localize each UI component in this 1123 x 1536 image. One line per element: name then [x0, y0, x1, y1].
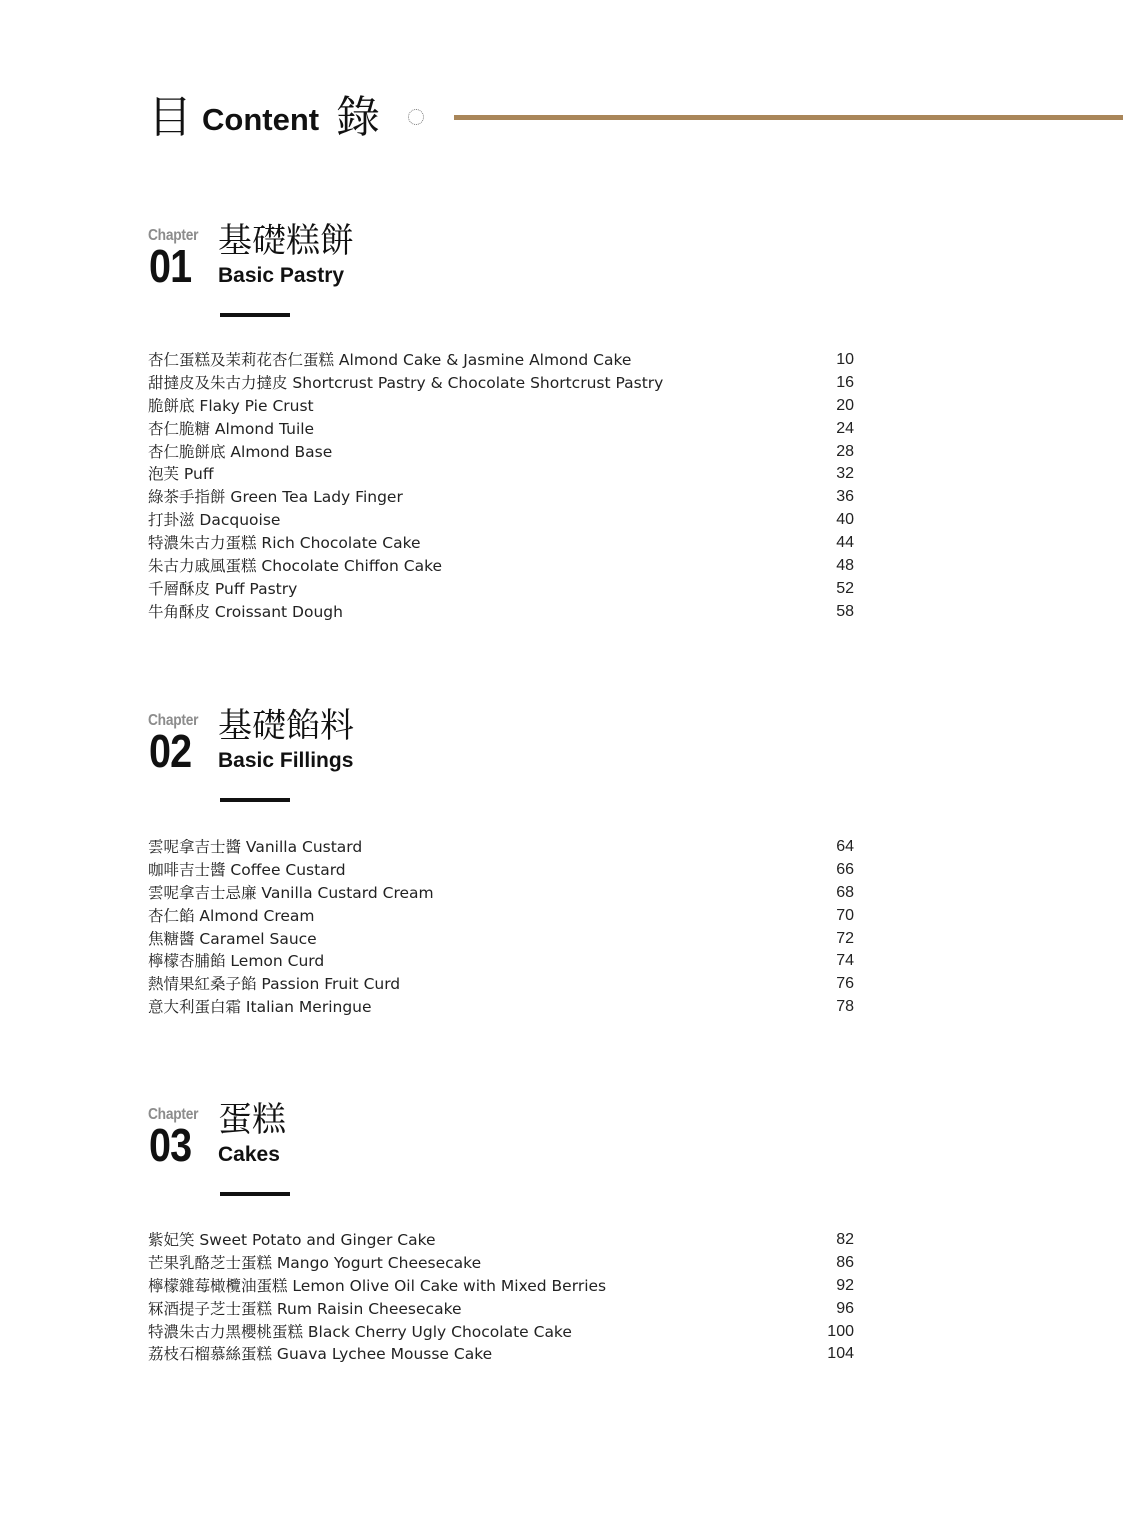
chapter-03-entries: [148, 1229, 854, 1366]
entry-title: 冧酒提子芝士蛋糕 Rum Raisin Cheesecake: [148, 1299, 462, 1318]
entry-page: 40: [836, 511, 854, 529]
entry-page: 96: [836, 1299, 854, 1317]
entry-page: 74: [836, 952, 854, 970]
entry-page: 66: [836, 860, 854, 878]
header-cjk-right: 錄: [336, 92, 380, 143]
entry-title: 千層酥皮 Puff Pastry: [148, 579, 298, 598]
chapter-02-entries: [148, 836, 854, 1019]
chapter-underline: [220, 313, 290, 317]
toc-entry[interactable]: [148, 882, 854, 905]
entry-page: 68: [836, 883, 854, 901]
toc-entry[interactable]: [148, 1343, 854, 1366]
toc-entry[interactable]: [148, 1275, 854, 1298]
toc-entry[interactable]: [148, 1252, 854, 1275]
entry-title: 荔枝石榴慕絲蛋糕 Guava Lychee Mousse Cake: [148, 1345, 493, 1364]
entry-page: 48: [836, 557, 854, 575]
entry-title: 杏仁蛋糕及茉莉花杏仁蛋糕 Almond Cake & Jasmine Almond Cake: [148, 351, 632, 369]
entry-title: 泡芙 Puff: [148, 465, 214, 484]
entry-title: 芒果乳酪芝士蛋糕 Mango Yogurt Cheesecake: [148, 1253, 482, 1272]
toc-entry[interactable]: [148, 1298, 854, 1321]
entry-page: 76: [836, 975, 854, 993]
entry-page: 86: [836, 1253, 854, 1271]
entry-title: 雲呢拿吉士醬 Vanilla Custard: [148, 838, 363, 856]
entry-title: 杏仁脆餅底 Almond Base: [148, 442, 333, 461]
entry-page: 82: [836, 1231, 854, 1248]
chapter-title-zh: 基礎糕餅: [218, 221, 354, 261]
entry-title: 甜撻皮及朱古力撻皮 Shortcrust Pastry & Chocolate Shortcrust Pastry: [148, 373, 664, 392]
chapter-01-entries: [148, 349, 854, 624]
entry-title: 朱古力戚風蛋糕 Chocolate Chiffon Cake: [148, 557, 443, 576]
entry-page: 10: [836, 351, 854, 368]
toc-entry[interactable]: [148, 486, 854, 509]
entry-page: 44: [836, 534, 854, 552]
toc-entry[interactable]: [148, 532, 854, 555]
entry-page: 104: [827, 1345, 854, 1363]
entry-page: 64: [836, 838, 854, 855]
entry-title: 特濃朱古力蛋糕 Rich Chocolate Cake: [148, 534, 421, 553]
entry-page: 16: [836, 373, 854, 391]
entry-title: 檸檬雜莓橄欖油蛋糕 Lemon Olive Oil Cake with Mixed Berries: [148, 1276, 607, 1295]
entry-title: 熱情果紅桑子餡 Passion Fruit Curd: [148, 975, 401, 994]
toc-entry[interactable]: [148, 836, 854, 859]
entry-page: 100: [827, 1322, 854, 1340]
entry-title: 紫妃笑 Sweet Potato and Ginger Cake: [148, 1231, 436, 1249]
toc-entry[interactable]: [148, 928, 854, 951]
toc-entry[interactable]: [148, 372, 854, 395]
entry-title: 咖啡吉士醬 Coffee Custard: [148, 860, 346, 879]
entry-page: 72: [836, 929, 854, 947]
toc-entry[interactable]: [148, 859, 854, 882]
contents-header: [148, 88, 1123, 148]
entry-page: 78: [836, 998, 854, 1016]
header-rule: [454, 115, 1123, 120]
toc-entry[interactable]: [148, 601, 854, 624]
chapter-title-en: Basic Pastry: [218, 264, 345, 287]
entry-title: 杏仁脆糖 Almond Tuile: [148, 419, 315, 438]
entry-title: 脆餅底 Flaky Pie Crust: [148, 396, 314, 415]
toc-entry[interactable]: [148, 418, 854, 441]
toc-entry[interactable]: [148, 555, 854, 578]
entry-page: 70: [836, 906, 854, 924]
toc-entry[interactable]: [148, 578, 854, 601]
entry-page: 92: [836, 1276, 854, 1294]
chapter-number: 01: [149, 240, 192, 292]
toc-entry[interactable]: [148, 905, 854, 928]
entry-title: 牛角酥皮 Croissant Dough: [148, 602, 343, 621]
entry-page: 36: [836, 488, 854, 506]
toc-entry[interactable]: [148, 1321, 854, 1344]
entry-page: 58: [836, 602, 854, 620]
toc-entry[interactable]: [148, 509, 854, 532]
chapter-underline: [220, 798, 290, 802]
toc-entry[interactable]: [148, 463, 854, 486]
chapter-label: Chapter: [148, 227, 199, 244]
chapter-title-en: Basic Fillings: [218, 749, 354, 772]
toc-entry[interactable]: [148, 1229, 854, 1252]
entry-title: 打卦滋 Dacquoise: [148, 511, 281, 530]
dotted-circle-icon: [408, 109, 424, 125]
toc-entry[interactable]: [148, 349, 854, 372]
entry-title: 意大利蛋白霜 Italian Meringue: [148, 998, 372, 1017]
chapter-number: 03: [149, 1119, 192, 1171]
entry-title: 杏仁餡 Almond Cream: [148, 906, 315, 925]
chapter-title-en: Cakes: [218, 1143, 280, 1166]
entry-page: 28: [836, 442, 854, 460]
toc-entry[interactable]: [148, 950, 854, 973]
page-title: Content: [202, 102, 320, 137]
chapter-title-zh: 基礎餡料: [218, 706, 354, 746]
entry-title: 檸檬杏脯餡 Lemon Curd: [148, 952, 325, 971]
header-cjk-left: 目: [148, 92, 192, 143]
entry-page: 24: [836, 419, 854, 437]
chapter-underline: [220, 1192, 290, 1196]
entry-title: 雲呢拿吉士忌廉 Vanilla Custard Cream: [148, 883, 434, 902]
chapter-number: 02: [149, 725, 192, 777]
entry-title: 焦糖醬 Caramel Sauce: [148, 929, 317, 948]
chapter-label: Chapter: [148, 712, 199, 729]
chapter-label: Chapter: [148, 1106, 199, 1123]
chapter-title-zh: 蛋糕: [218, 1100, 286, 1140]
toc-entry[interactable]: [148, 996, 854, 1019]
entry-page: 52: [836, 579, 854, 597]
toc-entry[interactable]: [148, 395, 854, 418]
entry-title: 特濃朱古力黑櫻桃蛋糕 Black Cherry Ugly Chocolate Cake: [148, 1322, 572, 1341]
entry-page: 20: [836, 396, 854, 414]
toc-entry[interactable]: [148, 441, 854, 464]
toc-entry[interactable]: [148, 973, 854, 996]
entry-title: 綠茶手指餅 Green Tea Lady Finger: [148, 488, 403, 507]
entry-page: 32: [836, 465, 854, 483]
